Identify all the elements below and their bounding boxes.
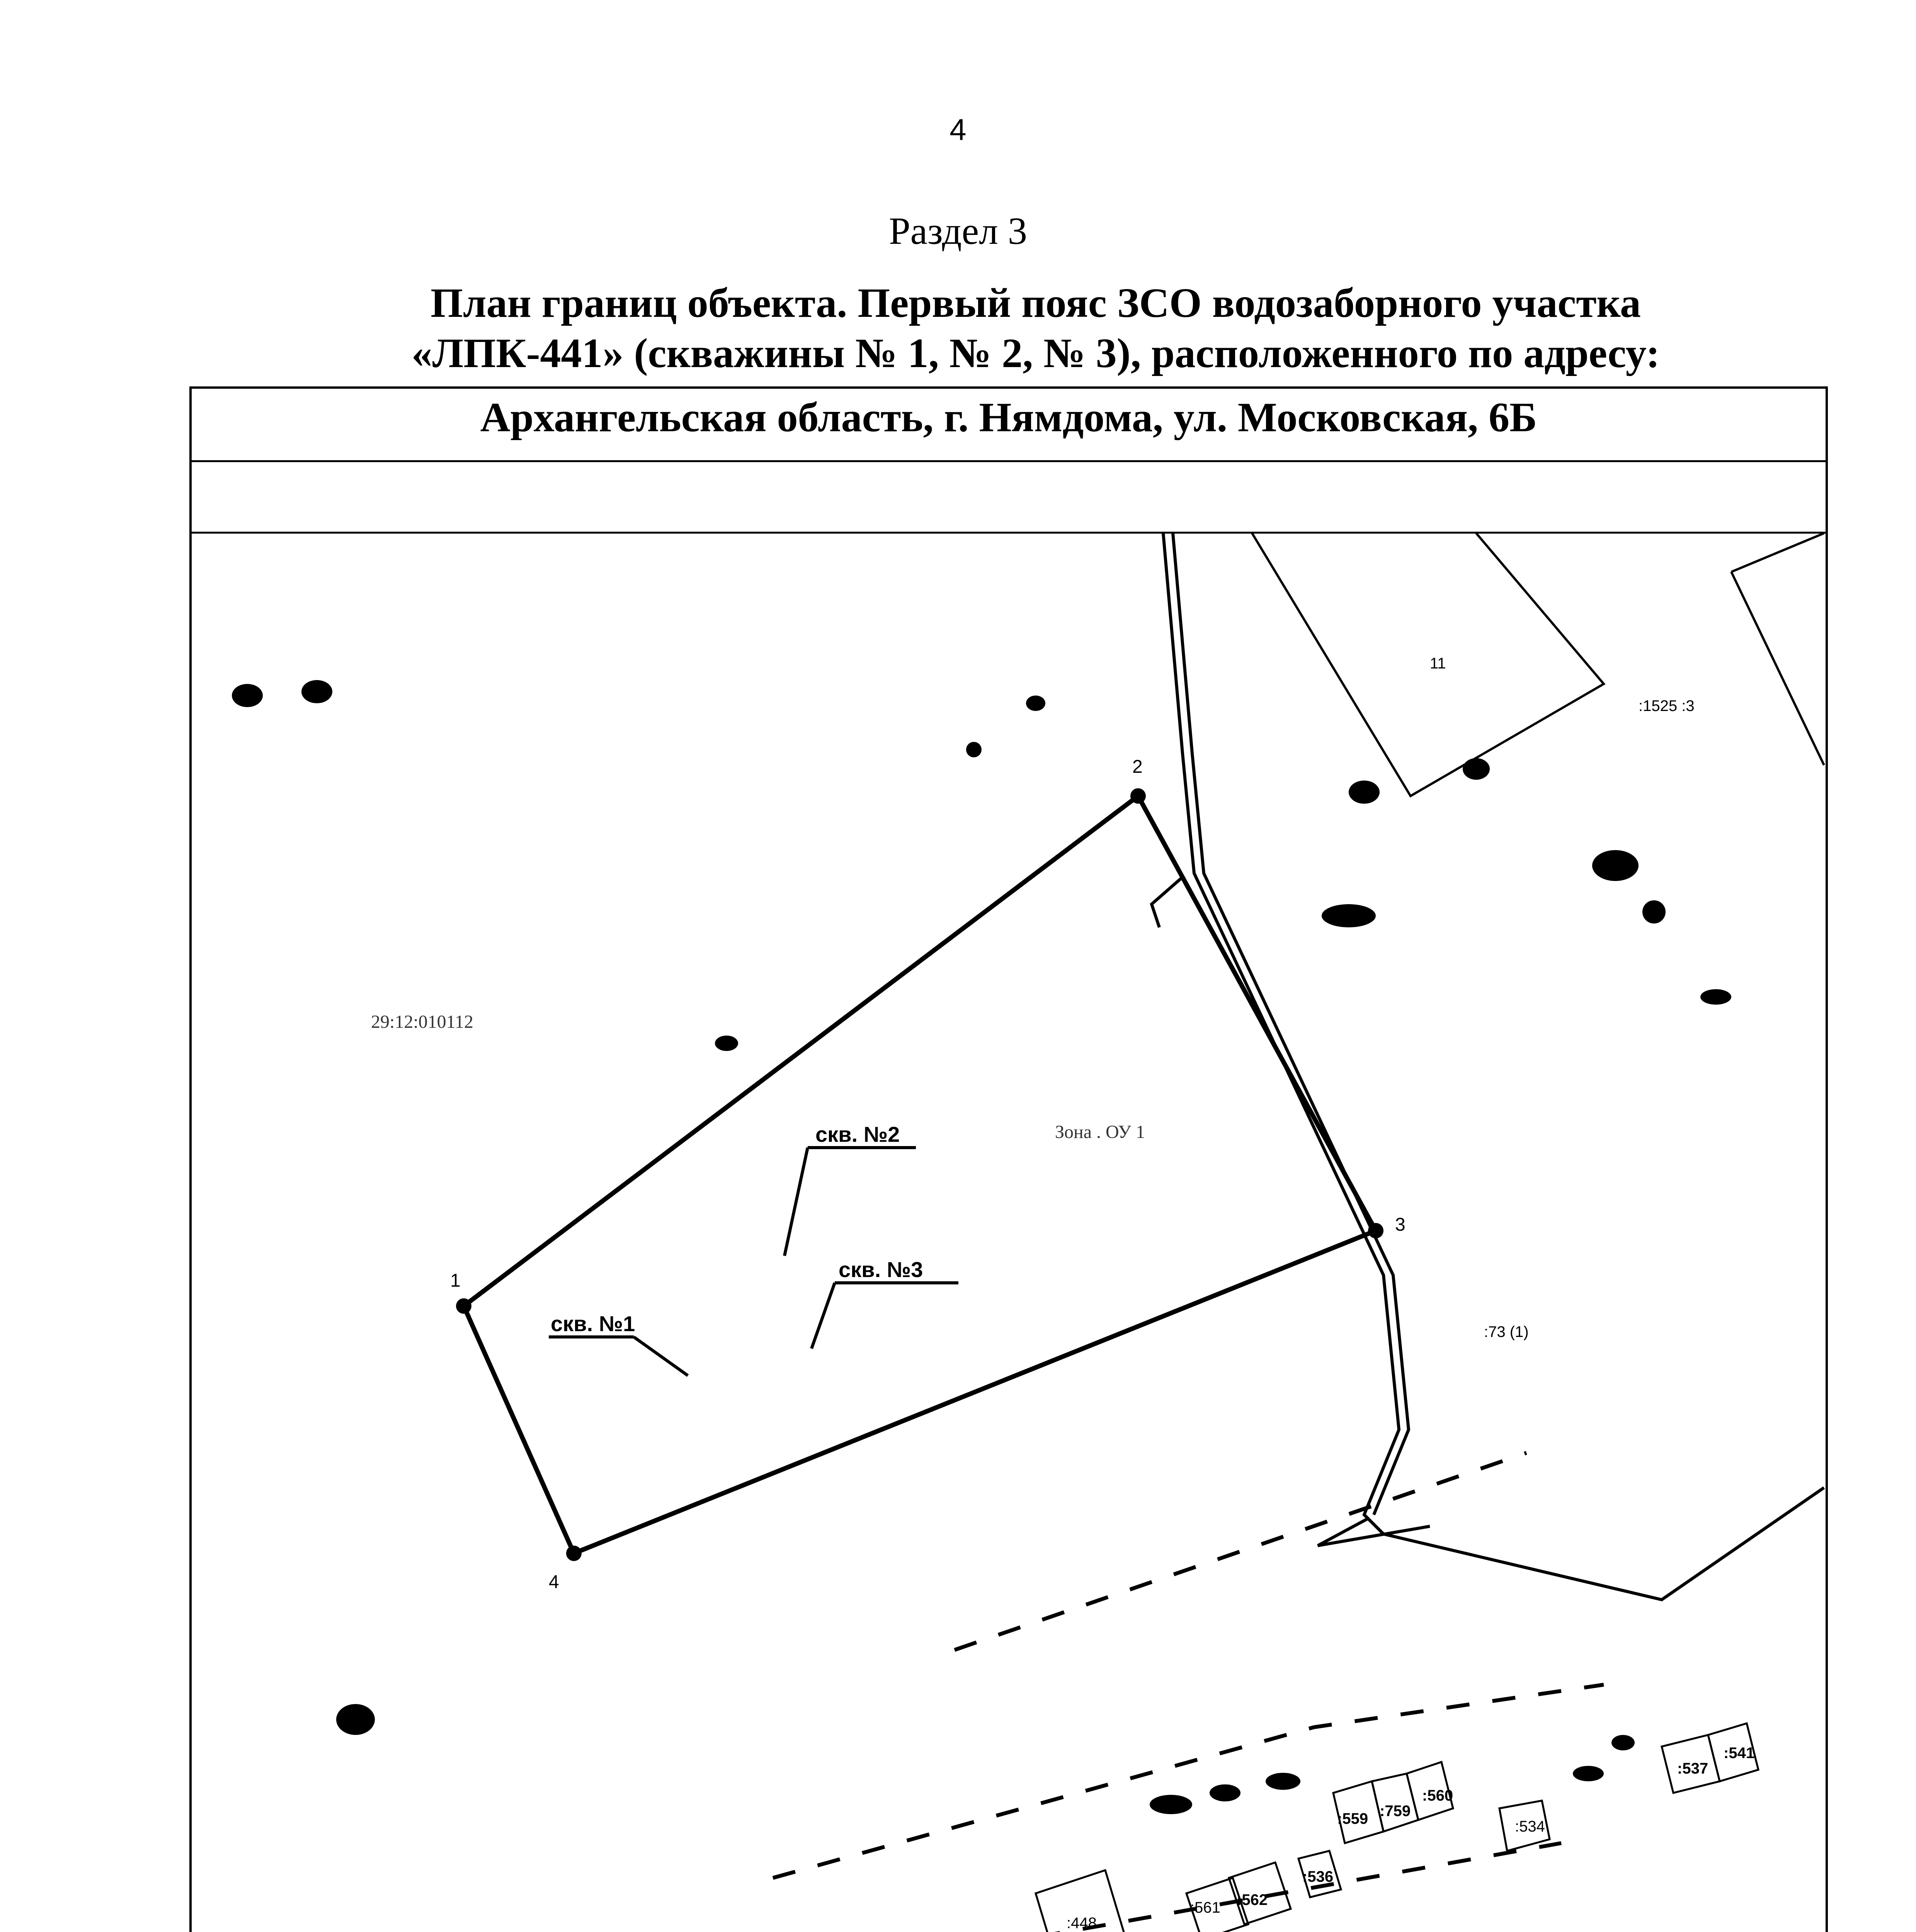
road-lines — [1152, 533, 1824, 1600]
page-number: 4 — [949, 112, 967, 146]
point-label-4: 4 — [549, 1572, 559, 1592]
parcel-label: :560 — [1422, 1787, 1453, 1804]
parcel-label: :559 — [1337, 1810, 1368, 1827]
parcel-label: :1525 :3 — [1639, 697, 1695, 714]
point-label-3: 3 — [1395, 1214, 1406, 1235]
well-label-2: скв. №2 — [815, 1122, 900, 1146]
well-label-3: скв. №3 — [839, 1257, 923, 1282]
zone-boundary — [464, 796, 1376, 1553]
parcel-label: :541 — [1724, 1745, 1755, 1762]
parcel-label: :73 (1) — [1484, 1323, 1529, 1340]
plan-title-line2: «ЛПК-441» (скважины № 1, № 2, № 3), расположенного по адресу: — [411, 330, 1660, 376]
point-label-2: 2 — [1132, 757, 1143, 777]
well-label-1: скв. №1 — [551, 1311, 635, 1336]
parcel-label: 11 — [1430, 655, 1446, 672]
parcel-label: :562 — [1237, 1891, 1268, 1908]
boundary-point — [456, 1298, 471, 1314]
parcel-label: :536 — [1302, 1868, 1334, 1885]
boundary-point — [566, 1546, 582, 1561]
parcel-11 — [1252, 533, 1824, 796]
boundary-points — [456, 788, 1383, 1561]
parcel-label: :759 — [1380, 1803, 1411, 1820]
boundary-point — [1130, 788, 1146, 804]
parcel-label: :448 — [1067, 1915, 1097, 1932]
quarter-label: 29:12:010112 — [371, 1012, 473, 1032]
zone-label: Зона . ОУ 1 — [1055, 1122, 1145, 1142]
parcel-label: :561 — [1190, 1899, 1220, 1916]
address-row: Архангельская область, г. Нямдома, ул. Московская, 6Б — [192, 389, 1826, 462]
section-title: Раздел 3 — [889, 209, 1027, 252]
parcel-label: :534 — [1515, 1818, 1545, 1835]
plan-title-line1: План границ объекта. Первый пояс ЗСО водозаборного участка — [430, 280, 1641, 326]
dashed-edges — [626, 1453, 1604, 1932]
point-label-1: 1 — [450, 1270, 461, 1291]
boundary-point — [1368, 1223, 1383, 1238]
parcel-label: :537 — [1677, 1760, 1708, 1777]
